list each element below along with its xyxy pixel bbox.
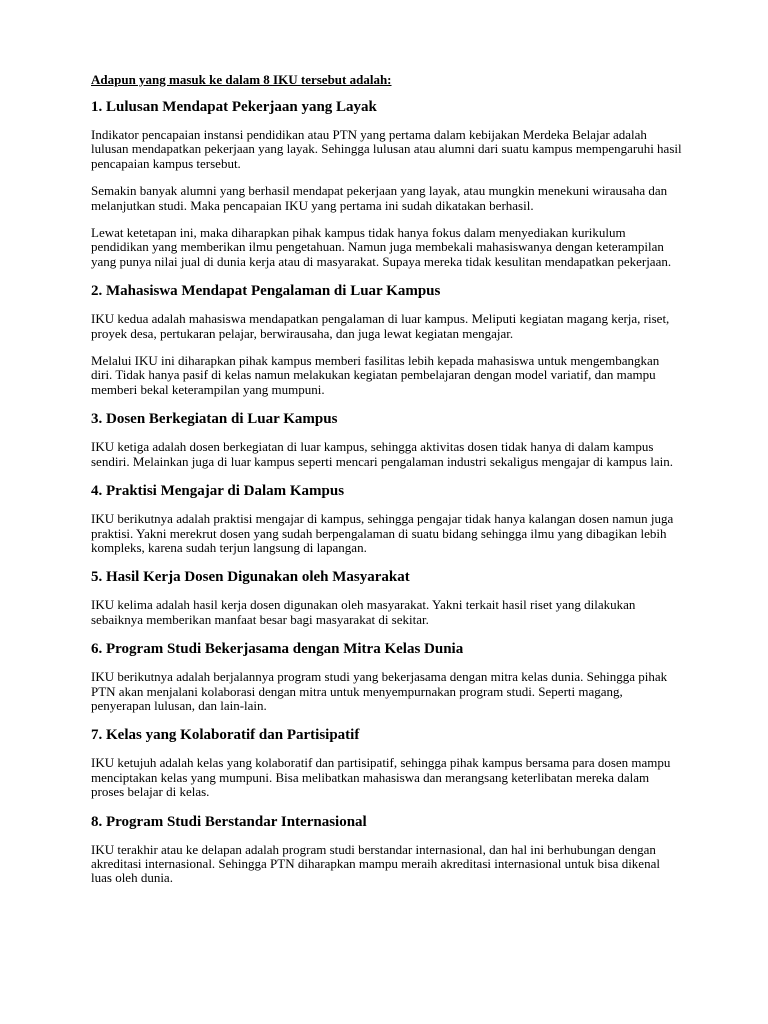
section-7 bbox=[91, 726, 683, 799]
section-3 bbox=[91, 410, 683, 469]
section-6 bbox=[91, 640, 683, 713]
section-paragraph: IKU terakhir atau ke delapan adalah program studi berstandar internasional, dan hal ini berhubungan dengan akreditasi internasional. Sehingga PTN diharapkan mampu meraih akreditasi internasional untuk bisa dikenal luas oleh dunia. bbox=[91, 841, 660, 886]
section-paragraph: IKU ketujuh adalah kelas yang kolaboratif dan partisipatif, sehingga pihak kampus bersama para dosen mampu menciptakan kelas yang mumpuni. Bisa melibatkan mahasiswa dan merangsang keterlibatan mereka dalam proses belajar di kelas. bbox=[91, 755, 671, 800]
section-4 bbox=[91, 482, 683, 555]
section-8 bbox=[91, 813, 683, 886]
section-paragraph: Lewat ketetapan ini, maka diharapkan pihak kampus tidak hanya fokus dalam menyediakan kurikulum pendidikan yang memberikan ilmu pengetahuan. Namun juga membekali mahasiswanya dengan keterampilan yang punya nilai jual di dunia kerja atau di masyarakat. Supaya mereka tidak kesulitan mendapatkan pekerjaan. bbox=[91, 225, 672, 269]
section-title: 6. Program Studi Bekerjasama dengan Mitra Kelas Dunia bbox=[91, 641, 464, 658]
section-title: 4. Praktisi Mengajar di Dalam Kampus bbox=[91, 483, 345, 500]
section-title: 8. Program Studi Berstandar Internasional bbox=[91, 813, 367, 830]
section-paragraph: IKU ketiga adalah dosen berkegiatan di luar kampus, sehingga aktivitas dosen tidak hanya di dalam kampus sendiri. Melainkan juga di luar kampus seperti mencari pengalaman industri sekaligus mengajar di kampus lain. bbox=[91, 439, 673, 469]
section-title: 5. Hasil Kerja Dosen Digunakan oleh Masyarakat bbox=[91, 569, 410, 586]
section-title: 1. Lulusan Mendapat Pekerjaan yang Layak bbox=[91, 99, 377, 115]
section-paragraph: IKU berikutnya adalah praktisi mengajar di kampus, sehingga pengajar tidak hanya kalangan dosen namun juga praktisi. Yakni merekrut dosen yang sudah berpengalaman di suatu bidang sehingga ilmu yang dibagikan lebih kompleks, karena sudah terjun langsung di lapangan. bbox=[91, 511, 674, 555]
section-2 bbox=[91, 282, 683, 397]
intro-heading: Adapun yang masuk ke dalam 8 IKU tersebut adalah: bbox=[91, 72, 392, 87]
document-page bbox=[91, 72, 683, 899]
section-1 bbox=[91, 98, 683, 269]
section-title: 7. Kelas yang Kolaboratif dan Partisipatif bbox=[91, 727, 360, 744]
section-paragraph: IKU kelima adalah hasil kerja dosen digunakan oleh masyarakat. Yakni terkait hasil riset yang dilakukan sebaiknya memberikan manfaat besar bagi masyarakat di sekitar. bbox=[91, 597, 636, 627]
section-title: 3. Dosen Berkegiatan di Luar Kampus bbox=[91, 411, 338, 428]
section-paragraph: Indikator pencapaian instansi pendidikan atau PTN yang pertama dalam kebijakan Merdeka Belajar adalah lulusan mendapatkan pekerjaan yang layak. Sehingga lulusan atau alumni dari suatu kampus mempengaruhi hasil pencapaian kampus tersebut. bbox=[91, 127, 682, 171]
section-paragraph: Semakin banyak alumni yang berhasil mendapat pekerjaan yang layak, atau mungkin menekuni wirausaha dan melanjutkan studi. Maka pencapaian IKU yang pertama ini sudah dikatakan berhasil. bbox=[91, 183, 668, 213]
section-5 bbox=[91, 568, 683, 627]
section-paragraph: Melalui IKU ini diharapkan pihak kampus memberi fasilitas lebih kepada mahasiswa untuk mengembangkan diri. Tidak hanya pasif di kelas namun melakukan kegiatan pembelajaran dengan model variatif, dan mampu memberi bekal keterampilan yang mumpuni. bbox=[91, 353, 660, 397]
section-paragraph: IKU kedua adalah mahasiswa mendapatkan pengalaman di luar kampus. Meliputi kegiatan magang kerja, riset, proyek desa, pertukaran pelajar, berwirausaha, dan juga lewat kegiatan mengajar. bbox=[91, 311, 670, 341]
sections-container bbox=[91, 98, 683, 886]
section-title: 2. Mahasiswa Mendapat Pengalaman di Luar Kampus bbox=[91, 283, 441, 300]
section-paragraph: IKU berikutnya adalah berjalannya program studi yang bekerjasama dengan mitra kelas dunia. Sehingga pihak PTN akan menjalani kolaborasi dengan mitra untuk menyempurnakan program studi. Seperti magang, penyerapan lulusan, dan lain-lain. bbox=[91, 669, 668, 713]
